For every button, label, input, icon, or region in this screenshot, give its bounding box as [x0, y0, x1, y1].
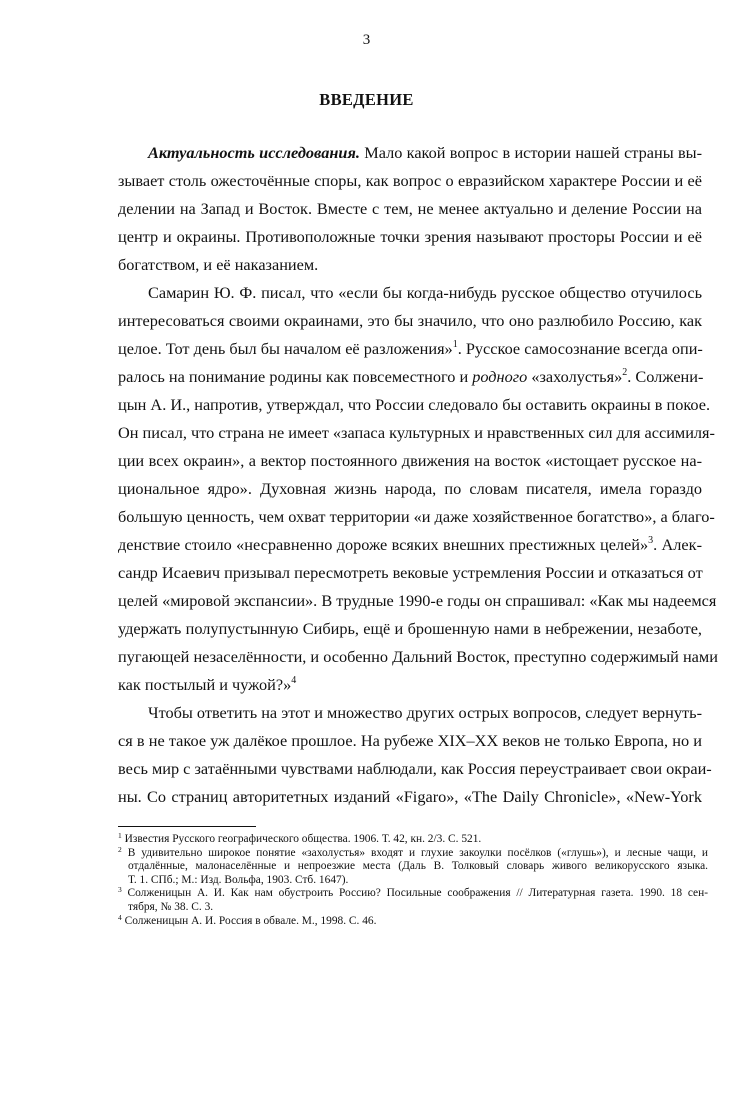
text-run: Известия Русского географического общества. 1906. Т. 42, кн. 2/3. С. 521.	[121, 833, 482, 845]
text-line	[118, 783, 702, 811]
footnote-line	[118, 860, 708, 874]
text-run: Он писал, что страна не имеет «запаса культурных и нравственных сил для ассимиля-	[118, 423, 715, 442]
body-text	[118, 139, 718, 811]
text-run: богатством, и её наказанием.	[118, 255, 319, 274]
text-run: В удивительно широкое понятие «захолустья» входят и глухие закоулки посёлков («глушь»), и лесные чащи, и	[121, 846, 708, 859]
footnote-ref: 3	[648, 535, 654, 546]
footnote-ref: 4	[291, 675, 297, 686]
text-line	[118, 503, 715, 531]
text-line	[118, 167, 702, 195]
text-line	[118, 335, 702, 363]
text-run: ции всех окраин», а вектор постоянного движения на восток «истощает русское на-	[118, 451, 702, 470]
text-run: Самарин Ю. Ф. писал, что «если бы когда-нибудь русское общество отучилось	[148, 283, 702, 302]
text-run: . Солжени-	[627, 367, 704, 386]
footnote-line	[118, 887, 708, 901]
text-run: «захолустья»	[527, 367, 623, 386]
text-run: целей «мировой экспансии». В трудные 1990-е годы он спрашивал: «Как мы надеемся	[118, 591, 717, 610]
text-run: ны. Со страниц авторитетных изданий «Figaro», «The Daily Chronicle», «New-York	[118, 787, 702, 806]
footnote-line	[118, 833, 708, 847]
text-line	[118, 559, 702, 587]
footnote-ref: 1	[452, 339, 458, 350]
text-line	[118, 699, 702, 727]
footnote-ref: 2	[118, 844, 122, 854]
text-run: пугающей незаселённости, и особенно Дальний Восток, преступно содержимый нами	[118, 647, 718, 666]
text-line	[118, 251, 702, 279]
text-line	[118, 475, 702, 503]
text-line	[118, 727, 702, 755]
text-run: . Алек-	[653, 535, 702, 554]
text-line	[118, 363, 702, 391]
footnote-separator	[118, 826, 256, 827]
footnote-line	[118, 874, 708, 888]
text-line	[118, 195, 702, 223]
text-run: центр и окраины. Противоположные точки зрения называют просторы России и её	[118, 227, 702, 246]
page-number: 3	[362, 32, 371, 48]
text-run: удержать полупустынную Сибирь, ещё и брошенную нами в небрежении, незаботе,	[118, 619, 702, 638]
text-line	[118, 755, 712, 783]
text-run: интересоваться своими окраинами, это бы значило, что оно разлюбило Россию, как	[118, 311, 702, 330]
text-line	[118, 447, 702, 475]
text-run: зывает столь ожесточённые споры, как вопрос о евразийском характере России и её	[118, 171, 702, 190]
text-line	[118, 615, 702, 643]
text-line	[118, 391, 711, 419]
text-run: целое. Тот день был бы началом её разложения»	[118, 339, 453, 358]
text-run: как постылый и чужой?»	[118, 675, 292, 694]
footnote-ref: 2	[622, 367, 628, 378]
footnote-line	[118, 912, 708, 929]
text-line	[118, 587, 717, 615]
text-run: ралось на понимание родины как повсеместного и	[118, 367, 473, 386]
text-line	[118, 419, 715, 447]
emphasis-text: Актуальность исследования.	[148, 143, 360, 162]
text-line	[118, 279, 702, 307]
text-run: отдалённые, малонаселённые и непроезжие места (Даль В. Толковый словарь живого великорусского языка.	[128, 860, 708, 873]
text-line	[118, 223, 702, 251]
text-line	[118, 139, 702, 167]
emphasis-text: родного	[472, 367, 528, 386]
text-run: делении на Запад и Восток. Вместе с тем, не менее актуально и деление России на	[118, 199, 702, 218]
footnote-ref: 1	[118, 831, 122, 840]
text-line	[118, 643, 718, 671]
footnote-line	[118, 844, 708, 861]
text-run: цын А. И., напротив, утверждал, что России следовало бы оставить окраины в покое.	[118, 395, 711, 414]
text-line	[118, 307, 702, 335]
footnote-line	[118, 901, 708, 915]
text-run: тября, № 38. С. 3.	[128, 900, 214, 913]
text-run: сандр Исаевич призывал пересмотреть вековые устремления России и отказаться от	[118, 563, 703, 582]
text-run: весь мир с затаёнными чувствами наблюдали, как Россия переустраивает свои окраи-	[118, 759, 712, 778]
text-run: циональное ядро». Духовная жизнь народа, по словам писателя, имела гораздо	[118, 479, 702, 498]
text-run: большую ценность, чем охват территории «и даже хозяйственное богатство», а благо-	[118, 507, 715, 526]
footnote-ref: 3	[118, 885, 122, 895]
text-run: ся в не такое уж далёкое прошлое. На рубеже XIX–XX веков не только Европа, но и	[118, 731, 702, 750]
text-run: Чтобы ответить на этот и множество других острых вопросов, следует вернуть-	[148, 703, 702, 722]
footnote-ref: 4	[118, 912, 122, 922]
text-run: . Русское самосознание всегда опи-	[457, 339, 703, 358]
text-line	[118, 671, 702, 699]
text-run: денствие стоило «несравненно дороже всяких внешних престижных целей»	[118, 535, 649, 554]
text-run: Солженицын А. И. Как нам обустроить Россию? Посильные соображения // Литературная газета. 1990. 18 сен-	[121, 887, 708, 900]
text-run: Мало какой вопрос в истории нашей страны вы-	[359, 143, 702, 162]
footnotes	[118, 833, 708, 928]
section-heading: ВВЕДЕНИЕ	[319, 90, 414, 109]
text-run: Солженицын А. И. Россия в обвале. М., 1998. С. 46.	[121, 914, 377, 927]
text-line	[118, 531, 702, 559]
text-run: Т. 1. СПб.; М.: Изд. Вольфа, 1903. Стб. 1647).	[128, 873, 349, 886]
